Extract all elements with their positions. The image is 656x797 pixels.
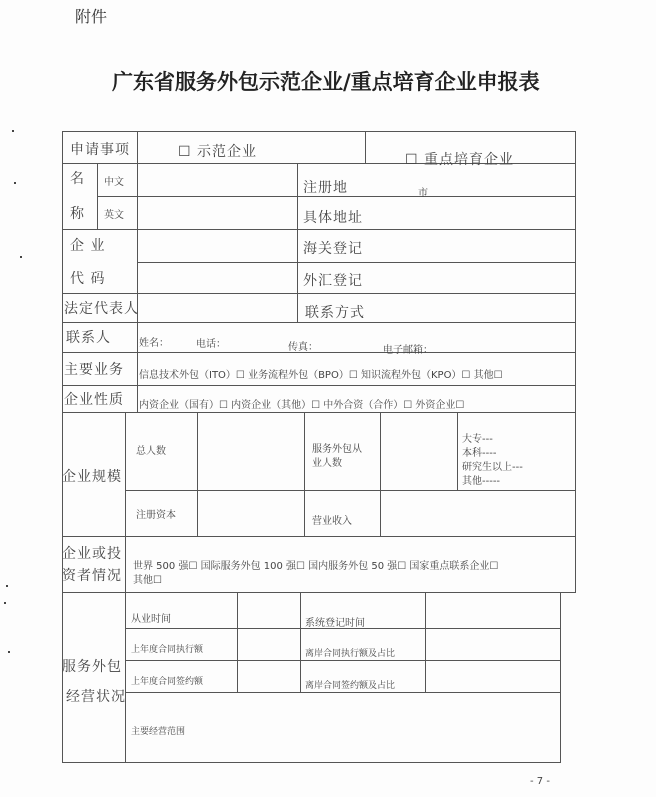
city-label: 市	[418, 188, 428, 199]
ops-label-2: 经营状况	[66, 689, 126, 705]
customs-label: 海关登记	[303, 241, 363, 257]
business-options[interactable]: 信息技术外包（ITO）☐ 业务流程外包（BPO）☐ 知识流程外包（KPO）☐ 其他☐	[139, 370, 503, 381]
edu-other: 其他-----	[462, 476, 501, 487]
chinese-name-label: 中文	[104, 177, 124, 188]
edu-bachelor: 本科----	[462, 448, 497, 459]
contact-name-label: 姓名：	[139, 338, 169, 349]
nature-label: 企业性质	[64, 392, 124, 408]
demo-enterprise-checkbox[interactable]: ☐ 示范企业	[178, 144, 258, 160]
contact-label: 联系人	[66, 330, 111, 346]
page-number: - 7 -	[530, 776, 550, 787]
contact-way-label: 联系方式	[305, 305, 365, 321]
investor-options[interactable]: 世界 500 强☐ 国际服务外包 100 强☐ 国内服务外包 50 强☐ 国家重点联系企业☐	[133, 561, 499, 572]
exec-label: 上年度合同执行额	[131, 645, 204, 655]
name-label-2: 称	[70, 206, 85, 222]
nature-options[interactable]: 内资企业（国有）☐ 内资企业（其他）☐ 中外合资（合作）☐ 外资企业☐	[139, 400, 465, 411]
contact-phone-label: 电话：	[196, 339, 226, 350]
forex-label: 外汇登记	[303, 273, 363, 289]
contact-fax-label: 传真：	[288, 342, 318, 353]
code-label: 企 业	[70, 238, 106, 254]
contact-email-label: 电子邮箱：	[383, 345, 433, 356]
code-label-2: 代 码	[70, 271, 106, 287]
legal-rep-label: 法定代表人	[64, 301, 139, 317]
sign-label: 上年度合同签约额	[131, 677, 204, 687]
registered-place-label: 注册地	[303, 180, 348, 196]
key-enterprise-checkbox[interactable]: ☐ 重点培育企业	[405, 152, 515, 168]
total-staff-label: 总人数	[136, 446, 166, 457]
address-label: 具体地址	[303, 210, 363, 226]
offshore-sign-label: 离岸合同签约额及占比	[305, 681, 396, 691]
scope-label: 主要经营范围	[131, 727, 186, 737]
attachment-label: 附件	[75, 7, 108, 26]
sys-time-label: 系统登记时间	[305, 618, 365, 629]
so-staff-label-2: 业人数	[312, 458, 342, 469]
offshore-exec-label: 离岸合同执行额及占比	[305, 649, 396, 659]
ops-time-label: 从业时间	[131, 614, 171, 625]
edu-graduate: 研究生以上---	[462, 462, 523, 473]
investor-label: 企业或投	[62, 546, 122, 562]
scale-label: 企业规模	[62, 469, 122, 485]
form-title: 广东省服务外包示范企业/重点培育企业申报表	[112, 69, 540, 94]
capital-label: 注册资本	[136, 510, 176, 521]
name-label: 名	[70, 171, 85, 187]
business-label: 主要业务	[64, 362, 124, 378]
apply-label: 申请事项	[70, 142, 130, 158]
so-staff-label: 服务外包从	[312, 444, 362, 455]
investor-other-option[interactable]: 其他☐	[133, 575, 162, 586]
ops-label: 服务外包	[62, 659, 122, 675]
investor-label-2: 资者情况	[62, 568, 122, 584]
english-name-label: 英文	[104, 210, 124, 221]
revenue-label: 营业收入	[312, 516, 352, 527]
edu-college: 大专---	[462, 434, 493, 445]
